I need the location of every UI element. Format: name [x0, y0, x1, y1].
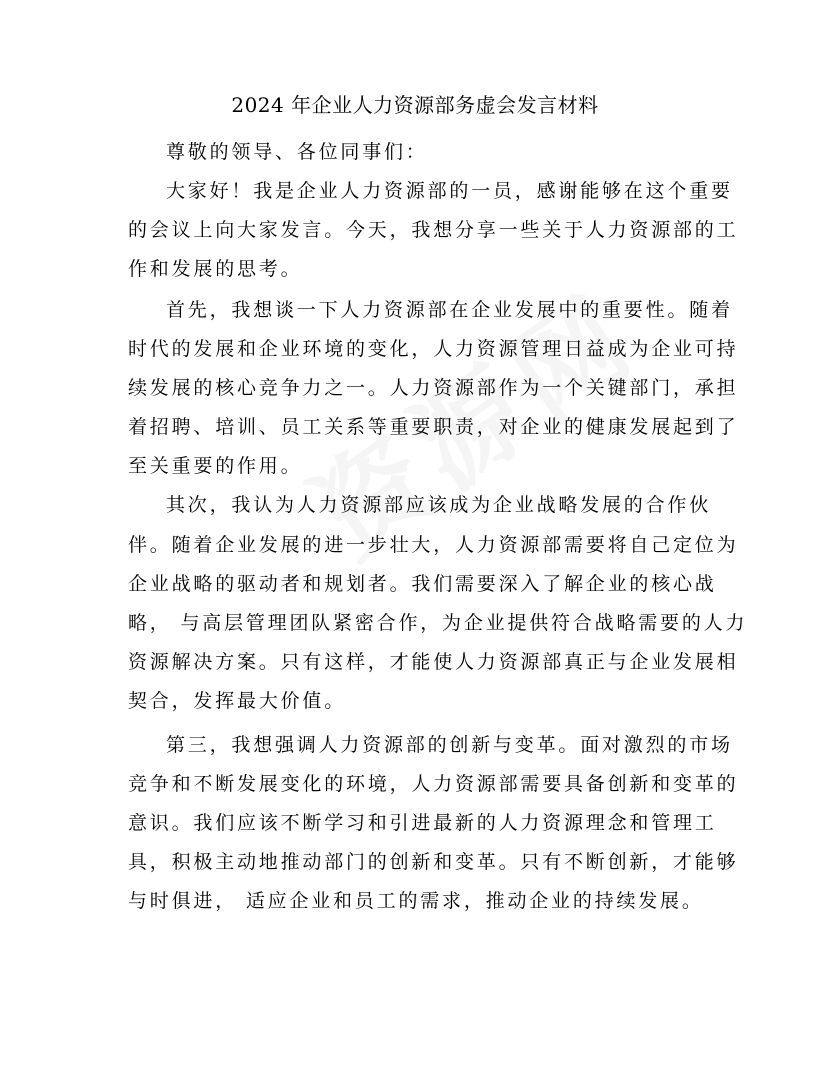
paragraph-line: 作和发展的思考。	[128, 258, 303, 280]
paragraph-line: 略， 与高层管理团队紧密合作，为企业提供符合战略需要的人力	[128, 612, 748, 634]
paragraph-line: 时代的发展和企业环境的变化，人力资源管理日益成为企业可持	[128, 338, 739, 360]
paragraph-line: 首先，我想谈一下人力资源部在企业发展中的重要性。随着	[166, 299, 733, 321]
paragraph-line: 大家好！我是企业人力资源部的一员，感谢能够在这个重要	[166, 180, 733, 202]
document-title: 2024 年企业人力资源部务虚会发言材料	[231, 93, 599, 117]
salutation: 尊敬的领导、各位同事们：	[166, 141, 428, 163]
paragraph-line: 着招聘、培训、员工关系等重要职责，对企业的健康发展起到了	[128, 416, 739, 438]
paragraph-line: 其次，我认为人力资源部应该成为企业战略发展的合作伙	[166, 494, 712, 516]
paragraph-line: 企业战略的驱动者和规划者。我们需要深入了解企业的核心战	[128, 573, 717, 595]
paragraph-line: 与时俱进， 适应企业和员工的需求，推动企业的持续发展。	[128, 890, 704, 912]
paragraph-line: 至关重要的作用。	[128, 455, 303, 477]
paragraph-line: 契合，发挥最大价值。	[128, 690, 347, 712]
paragraph-line: 第三，我想强调人力资源部的创新与变革。面对激烈的市场	[166, 734, 733, 756]
paragraph-line: 意识。我们应该不断学习和引进最新的人力资源理念和管理工	[128, 812, 717, 834]
paragraph-line: 续发展的核心竞争力之一。人力资源部作为一个关键部门，承担	[128, 377, 739, 399]
paragraph-line: 具，积极主动地推动部门的创新和变革。只有不断创新，才能够	[128, 851, 739, 873]
paragraph-line: 伴。随着企业发展的进一步壮大，人力资源部需要将自己定位为	[128, 534, 739, 556]
paragraph-line: 的会议上向大家发言。今天，我想分享一些关于人力资源部的工	[128, 219, 739, 241]
paragraph-line: 资源解决方案。只有这样，才能使人力资源部真正与企业发展相	[128, 651, 739, 673]
paragraph-line: 竞争和不断发展变化的环境，人力资源部需要具备创新和变革的	[128, 773, 739, 795]
